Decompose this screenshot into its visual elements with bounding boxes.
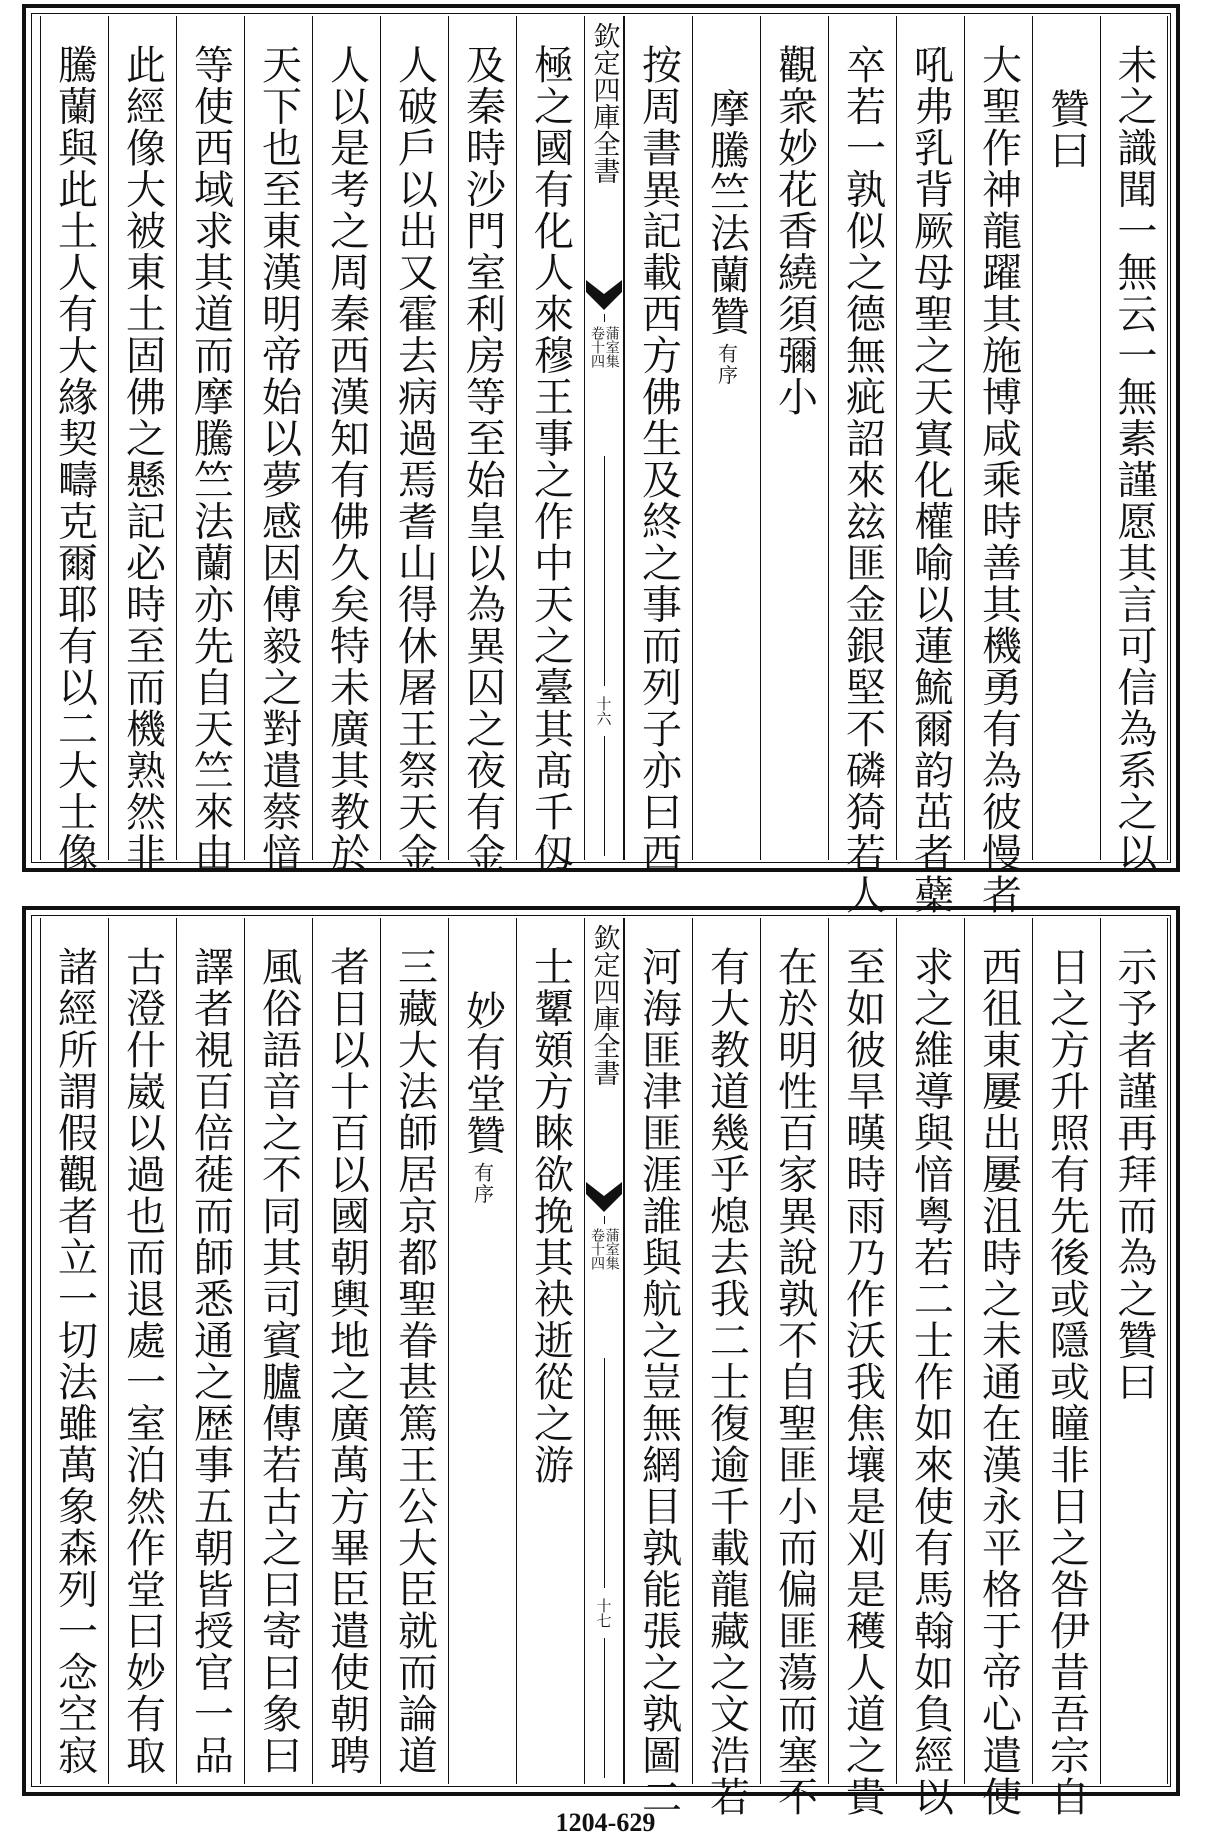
spine-book — [589, 326, 618, 368]
text-line: 至如彼旱暵時雨乃作沃我焦壤是刈是穫人道之貴 — [839, 946, 886, 1818]
lower-page — [22, 906, 1180, 1818]
spine-line — [604, 1638, 605, 1778]
text-column — [312, 16, 380, 874]
text-column — [624, 16, 692, 874]
text-column — [896, 16, 964, 916]
text-column — [40, 918, 108, 1784]
spine-line — [604, 736, 605, 856]
text-line: 河海匪津匪涯誰與航之豈無網目孰能張之孰圖二 — [635, 946, 682, 1818]
text-line: 在於明性百家異說孰不自聖匪小而偏匪蕩而塞不 — [771, 946, 818, 1818]
spine-line — [604, 314, 605, 322]
text-column — [516, 16, 584, 874]
text-column — [760, 918, 828, 1818]
text-column — [828, 918, 896, 1818]
text-column — [244, 918, 312, 1784]
spine-book — [589, 1228, 618, 1270]
text-column — [312, 918, 380, 1784]
spine-collection: 蒲室集 — [603, 1228, 620, 1270]
text-column — [176, 16, 244, 874]
text-column — [1032, 16, 1100, 860]
text-line: 有大教道幾乎熄去我二士復逾千載龍藏之文浩若 — [703, 946, 750, 1818]
text-line: 譯者視百倍蓰而師悉通之歴事五朝皆授官一品 — [187, 946, 234, 1776]
text-line: 諸經所謂假觀者立一切法雖萬象森列一念空寂 — [51, 946, 98, 1776]
heading-note: 有序 — [714, 343, 739, 386]
spine-title: 欽定四庫全書 — [588, 22, 620, 184]
spine-page-number: 十六 — [594, 696, 613, 726]
text-line: 三藏大法師居京都聖眷甚篤王公大臣就而論道 — [391, 946, 438, 1776]
text-line: 卒若一孰似之德無疵詔來玆匪金銀堅不磷猗若人 — [839, 44, 886, 916]
text-line: 風俗語音之不同其司賓臚傳若古之曰寄曰象曰 — [255, 946, 302, 1776]
text-column — [760, 16, 828, 860]
fishtail-ornament-icon — [586, 278, 622, 312]
page-spine — [584, 918, 624, 1784]
spine-volume: 卷十四 — [589, 326, 605, 368]
heading-title: 妙有堂贊 — [459, 990, 506, 1156]
text-line: 此經像大被東土固佛之懸記必時至而機熟然非 — [119, 44, 166, 874]
text-column — [1032, 918, 1100, 1818]
text-line: 示予者謹再拜而為之贊曰 — [1111, 946, 1157, 1403]
spine-title: 欽定四庫全書 — [588, 924, 620, 1086]
text-line: 騰蘭與此土人有大緣契疇克爾耶有以二大士像 — [51, 44, 98, 874]
text-column — [896, 918, 964, 1818]
text-column — [40, 16, 108, 874]
text-column — [108, 16, 176, 874]
spine-collection: 蒲室集 — [603, 326, 620, 368]
text-line: 人破戶以出又霍去病過焉耆山得休屠王祭天金 — [391, 44, 438, 874]
heading-column — [448, 918, 516, 1784]
page-footer-number: 1204-629 — [555, 1808, 656, 1837]
heading-column — [692, 16, 760, 860]
text-column — [244, 16, 312, 874]
section-heading — [459, 990, 506, 1205]
text-line: 西徂東屢出屢沮時之未通在漢永平格于帝心遣使 — [975, 946, 1022, 1818]
text-line: 古澄什崴以過也而退處一室泊然作堂曰妙有取 — [119, 946, 166, 1776]
text-line: 觀衆妙花香繞須彌小 — [771, 44, 818, 418]
text-column — [380, 16, 448, 874]
text-line: 極之國有化人來穆王事之作中天之臺其髙千仭 — [527, 44, 574, 874]
page-spine — [584, 16, 624, 860]
section-heading — [703, 88, 750, 386]
text-column — [448, 16, 516, 874]
text-line: 贊曰 — [1043, 88, 1090, 171]
text-column — [1100, 918, 1168, 1784]
text-column — [1100, 16, 1168, 874]
heading-note: 有序 — [470, 1162, 495, 1205]
text-line: 按周書異記載西方佛生及終之事而列子亦曰西 — [635, 44, 682, 874]
spine-line — [604, 1216, 605, 1224]
text-column — [624, 918, 692, 1818]
text-column — [176, 918, 244, 1784]
text-column — [108, 918, 176, 1784]
text-line: 人以是考之周秦西漢知有佛久矣特未廣其教於 — [323, 44, 370, 874]
spine-volume: 卷十四 — [589, 1228, 605, 1270]
text-column — [964, 918, 1032, 1818]
text-line: 未之識聞一無云一無素謹愿其言可信為系之以 — [1111, 44, 1157, 874]
text-line: 大聖作神龍躍其施博咸乘時善其機勇有為彼慢者 — [975, 44, 1022, 916]
text-column — [964, 16, 1032, 916]
spine-page-number: 十七 — [594, 1598, 613, 1628]
spine-line — [604, 456, 605, 686]
fishtail-ornament-icon — [586, 1180, 622, 1214]
text-line: 日之方升照有先後或隱或瞳非日之咎伊昔吾宗自 — [1043, 946, 1090, 1818]
text-column — [828, 16, 896, 916]
text-line: 及秦時沙門室利房等至始皇以為異囚之夜有金 — [459, 44, 506, 874]
spine-line — [604, 1358, 605, 1588]
text-column — [380, 918, 448, 1784]
text-column — [692, 918, 760, 1818]
text-line: 吼弗乳背厥母聖之天寘化權喻以蓮鯍爾韵茁者蘗 — [907, 44, 954, 916]
text-line: 等使西域求其道而摩騰竺法蘭亦先自天竺來由 — [187, 44, 234, 874]
text-line: 天下也至東漢明帝始以夢感因傅毅之對遣蔡愔 — [255, 44, 302, 874]
text-column — [516, 918, 584, 1784]
heading-title: 摩騰竺法蘭贊 — [703, 88, 750, 337]
text-line: 士顰頞方睞欲挽其袂逝從之游 — [527, 946, 574, 1486]
text-line: 者日以十百以國朝輿地之廣萬方畢臣遣使朝聘 — [323, 946, 370, 1776]
text-line: 求之維導與愔粤若二士作如來使有馬翰如負經以 — [907, 946, 954, 1818]
upper-page — [22, 4, 1180, 916]
